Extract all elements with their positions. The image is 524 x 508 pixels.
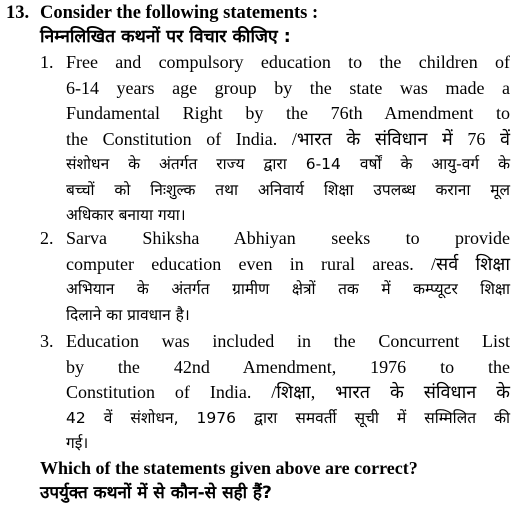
statement-line: by the 42nd Amendment, 1976 to the xyxy=(66,356,510,377)
question-title: Consider the following statements : xyxy=(40,3,319,23)
statement-line: computer education even in rural areas. /सर्व शिक्षा xyxy=(66,253,510,274)
statement-line: 42 वें संशोधन, 1976 द्वारा समवर्ती सूची में सम्मिलित की xyxy=(66,408,510,427)
question-number: 13. xyxy=(6,3,30,23)
statement-line: Constitution of India. /शिक्षा, भारत के संविधान के xyxy=(66,382,510,402)
statement-3 xyxy=(40,329,510,457)
statement-number: 1. xyxy=(40,52,54,72)
statement-line: Education was included in the Concurrent List xyxy=(66,331,510,351)
statement-line: गई। xyxy=(66,434,89,452)
statement-number: 3. xyxy=(40,331,54,351)
statement-line: Fundamental Right by the 76th Amendment to xyxy=(66,103,510,123)
question-header xyxy=(6,2,318,24)
statement-text xyxy=(66,329,510,457)
statement-line: दिलाने का प्रावधान है। xyxy=(66,305,190,324)
statement-1 xyxy=(40,50,510,230)
statement-line: बच्चों को निःशुल्क तथा अनिवार्य शिक्षा उपलब्ध कराना मूल xyxy=(66,180,510,199)
statement-2 xyxy=(40,226,510,330)
statement-line: 6-14 years age group by the state was made a xyxy=(66,77,510,98)
statement-line: अधिकार बनाया गया। xyxy=(66,206,186,224)
prompt-hindi: उपर्युक्त कथनों में से कौन-से सही हैं? xyxy=(40,483,272,503)
statement-number: 2. xyxy=(40,228,54,248)
prompt-english: Which of the statements given above are correct? xyxy=(40,458,418,478)
statement-line: the Constitution of India. /भारत के संविधान में 76 वें xyxy=(66,128,510,149)
statement-line: Sarva Shiksha Abhiyan seeks to provide xyxy=(66,228,510,248)
statement-line: संशोधन के अंतर्गत राज्य द्वारा 6-14 वर्षों के आयु-वर्ग के xyxy=(66,155,510,173)
statement-line: Free and compulsory education to the children of xyxy=(66,52,510,72)
question-prompt xyxy=(40,456,510,506)
statement-text xyxy=(66,50,510,229)
question-title-hindi: निम्नलिखित कथनों पर विचार कीजिए : xyxy=(40,27,291,47)
statement-text xyxy=(66,226,510,328)
statement-line: अभियान के अंतर्गत ग्रामीण क्षेत्रों तक में कम्प्यूटर शिक्षा xyxy=(66,280,510,298)
